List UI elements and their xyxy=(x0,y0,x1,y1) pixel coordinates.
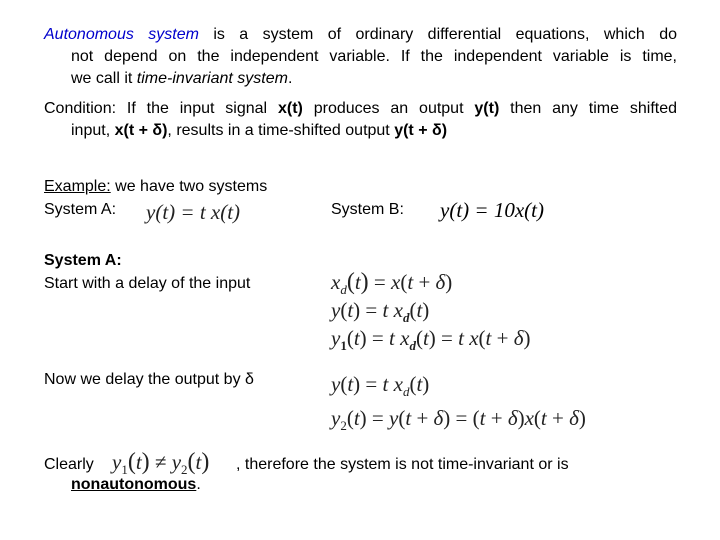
equation-y1: $y_1(t) = t$ $x_d(t) = t$ x(t + δ) xyxy=(331,326,531,353)
system-a-equation-text: y(t) = t x(t) xyxy=(146,200,241,224)
system-b-equation xyxy=(440,198,544,222)
intro-line-1 xyxy=(44,24,677,46)
condition-paragraph xyxy=(44,98,677,142)
conclusion-pre: Clearly xyxy=(44,456,94,473)
condition-line-1-post: then any time shifted xyxy=(499,100,678,117)
intro-line-2 xyxy=(44,46,677,68)
equation-y-txd: y(t) = t $x_d(t)$ xyxy=(331,298,430,325)
example-rest: we have two systems xyxy=(110,178,268,195)
intro-line-3-post: . xyxy=(287,70,293,87)
conclusion-end: . xyxy=(196,476,201,493)
system-a-equation xyxy=(146,200,240,224)
system-b-equation-text: y(t) = 10x(t) xyxy=(440,198,544,222)
system-a-description: Start with a delay of the input xyxy=(44,275,251,292)
condition-line-1-pre: Condition: If the input signal xyxy=(44,100,278,117)
autonomous-system-term: Autonomous system xyxy=(44,26,199,43)
condition-line-2-pre: input, xyxy=(71,122,115,139)
system-a-heading: System A: xyxy=(44,252,122,269)
output-signal-yt: y(t) xyxy=(474,100,500,117)
input-signal-xt: x(t) xyxy=(277,100,303,117)
time-invariant-term: time-invariant system xyxy=(136,70,288,87)
intro-line-2-text: not depend on the independent variable. If the independent variable is time, xyxy=(71,48,677,65)
shifted-input: x(t + δ) xyxy=(114,122,168,139)
intro-paragraph xyxy=(44,24,677,90)
delay-output-label: Now we delay the output by δ xyxy=(44,371,254,388)
intro-line-3-pre: we call it xyxy=(71,70,137,87)
conclusion-post: , therefore the system is not time-invariant or is xyxy=(236,456,569,473)
example-line xyxy=(44,177,267,197)
condition-line-2-mid: , results in a time-shifted output xyxy=(167,122,395,139)
nonautonomous-term: nonautonomous xyxy=(71,476,197,493)
conclusion-line-2 xyxy=(71,475,201,495)
shifted-output: y(t + δ) xyxy=(394,122,448,139)
conclusion-inequality: $y_1(t) \ne y_2(t)$ xyxy=(112,449,210,477)
condition-line-1-mid: produces an output xyxy=(302,100,475,117)
intro-line-3 xyxy=(44,68,677,90)
equation-y-delayed: y(t) = t $x_d(t)$ xyxy=(331,372,430,399)
system-b-label: System B: xyxy=(331,201,404,218)
condition-line-2 xyxy=(44,120,677,142)
intro-line-1-rest: is a system of ordinary differential equations, which do xyxy=(198,26,677,43)
system-a-label: System A: xyxy=(44,201,117,218)
equation-y2: $y_2(t) = y(t + \delta) = (t + \delta)x(t + \delta)$ xyxy=(331,406,586,433)
condition-line-1 xyxy=(44,98,677,120)
example-label: Example: xyxy=(44,178,111,195)
equation-xd-definition: $x_d(t) = x(t + \delta)$ xyxy=(331,269,453,297)
